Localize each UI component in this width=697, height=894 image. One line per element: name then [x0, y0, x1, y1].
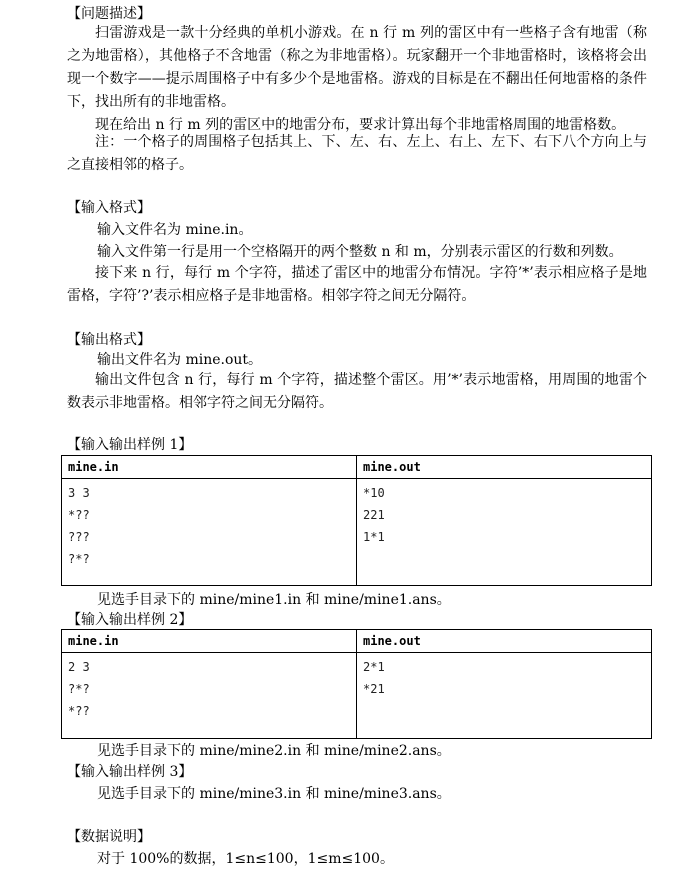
sample-2-output-line: 2*1: [363, 660, 385, 674]
problem-paragraph-1: 扫雷游戏是一款十分经典的单机小游戏。在 n 行 m 列的雷区中有一些格子含有地雷（称之为地雷格），其他格子不含地雷（称之为非地雷格）。玩家翻开一个非地雷格时，该格将会出现一个数字——提示周围格子中有多少个是地雷格。游戏的目标是在不翻出任何地雷格的条件下，找出所有的非地雷格。: [67, 25, 647, 110]
data-range-heading: 【数据说明】: [67, 829, 151, 845]
output-format-line-1: 输出文件名为 mine.out。: [97, 352, 263, 368]
sample-1-table: [61, 455, 652, 586]
sample-1-output-line: *10: [363, 486, 385, 500]
sample-3-heading: 【输入输出样例 3】: [67, 764, 193, 780]
sample-2-input-line: ?*?: [68, 682, 90, 696]
sample-1-input-cell: [62, 479, 357, 586]
sample-1-heading: 【输入输出样例 1】: [67, 437, 193, 453]
sample-3-note: 见选手目录下的 mine/mine3.in 和 mine/mine3.ans。: [97, 786, 451, 802]
sample-1-input-line: ?*?: [68, 552, 90, 566]
sample-1-input-line: ???: [68, 530, 90, 544]
input-format-paragraph-3: 接下来 n 行，每行 m 个字符，描述了雷区中的地雷分布情况。字符’*’表示相应格子是地雷格，字符’?’表示相应格子是非地雷格。相邻字符之间无分隔符。: [67, 265, 647, 304]
sample-1-output-header: mine.out: [357, 456, 652, 479]
problem-paragraph-3: 注：一个格子的周围格子包括其上、下、左、右、左上、右上、左下、右下八个方向上与之直接相邻的格子。: [67, 134, 647, 173]
problem-paragraph-2: 现在给出 n 行 m 列的雷区中的地雷分布，要求计算出每个非地雷格周围的地雷格数。: [95, 117, 626, 133]
input-format-heading: 【输入格式】: [67, 200, 151, 216]
sample-1-input-line: *??: [68, 508, 90, 522]
sample-2-output-line: *21: [363, 682, 385, 696]
sample-2-input-line: 2 3: [68, 660, 90, 674]
sample-2-table: [61, 629, 652, 739]
sample-1-input-line: 3 3: [68, 486, 90, 500]
sample-2-input-line: *??: [68, 704, 90, 718]
input-format-line-1: 输入文件名为 mine.in。: [97, 222, 253, 238]
problem-heading: 【问题描述】: [67, 6, 151, 22]
sample-1-output-line: 221: [363, 508, 385, 522]
output-format-heading: 【输出格式】: [67, 332, 151, 348]
sample-2-input-header: mine.in: [62, 630, 357, 653]
output-format-paragraph-2: 输出文件包含 n 行，每行 m 个字符，描述整个雷区。用’*’表示地雷格，用周围的地雷个数表示非地雷格。相邻字符之间无分隔符。: [67, 372, 647, 411]
sample-1-output-cell: [357, 479, 652, 586]
input-format-line-2: 输入文件第一行是用一个空格隔开的两个整数 n 和 m，分别表示雷区的行数和列数。: [97, 244, 623, 260]
data-range-line: 对于 100%的数据，1≤n≤100，1≤m≤100。: [97, 851, 394, 867]
sample-2-output-header: mine.out: [357, 630, 652, 653]
sample-2-heading: 【输入输出样例 2】: [67, 612, 193, 628]
sample-2-output-cell: [357, 653, 652, 739]
sample-1-note: 见选手目录下的 mine/mine1.in 和 mine/mine1.ans。: [97, 592, 451, 608]
sample-2-input-cell: [62, 653, 357, 739]
sample-2-note: 见选手目录下的 mine/mine2.in 和 mine/mine2.ans。: [97, 743, 451, 759]
sample-1-output-line: 1*1: [363, 530, 385, 544]
sample-1-input-header: mine.in: [62, 456, 357, 479]
